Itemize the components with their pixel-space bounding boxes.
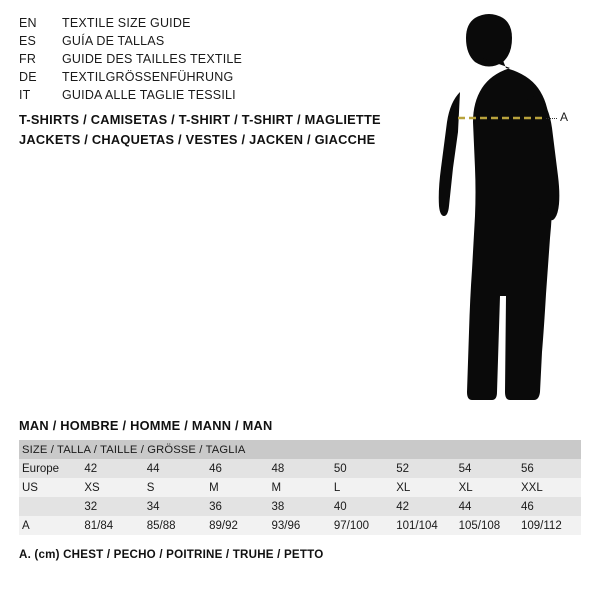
table-cell: 89/92 [209, 519, 238, 532]
table-cell: M [271, 481, 282, 494]
language-text: GUIDE DES TAILLES TEXTILE [62, 52, 243, 66]
table-cell: 32 [84, 500, 98, 513]
table-cell: 34 [146, 500, 160, 513]
language-text: TEXTILE SIZE GUIDE [62, 16, 191, 30]
language-text: GUÍA DE TALLAS [62, 34, 165, 48]
table-cell: 36 [209, 500, 222, 513]
table-cell: 93/96 [271, 519, 301, 532]
table-cell: 56 [521, 462, 534, 475]
table-row [19, 478, 581, 497]
language-code: FR [19, 52, 37, 66]
table-cell: XL [458, 481, 473, 494]
language-row [19, 34, 399, 52]
table-cell: XS [84, 481, 100, 494]
table-cell: 85/88 [146, 519, 176, 532]
language-code: IT [19, 88, 31, 102]
table-cell: XL [396, 481, 411, 494]
table-cell: 42 [396, 500, 410, 513]
language-code: DE [19, 70, 37, 84]
row-label: US [22, 481, 38, 494]
language-code: ES [19, 34, 37, 48]
language-row [19, 88, 399, 106]
silhouette-icon [400, 10, 600, 410]
man-silhouette-figure [400, 10, 600, 410]
table-cell: S [146, 481, 155, 494]
language-text: TEXTILGRÖSSENFÜHRUNG [62, 70, 234, 84]
table-cell: 105/108 [458, 519, 501, 532]
size-table [19, 440, 581, 535]
table-cell: 40 [333, 500, 347, 513]
language-text: GUIDA ALLE TAGLIE TESSILI [62, 88, 236, 102]
table-cell: 46 [209, 462, 222, 475]
size-table-wrapper [19, 440, 581, 535]
table-cell: XXL [521, 481, 543, 494]
table-cell: 50 [333, 462, 347, 475]
table-cell: 44 [458, 500, 472, 513]
table-cell: 97/100 [333, 519, 370, 532]
language-header-block [19, 16, 399, 106]
table-row [19, 516, 581, 535]
table-cell: 38 [271, 500, 285, 513]
table-cell: 52 [396, 462, 410, 475]
table-cell: L [333, 481, 341, 494]
language-row [19, 70, 399, 88]
section-title-man: MAN / HOMBRE / HOMME / MANN / MAN [19, 418, 273, 433]
table-cell: 44 [146, 462, 160, 475]
row-label [19, 497, 81, 516]
measure-label-a: A [560, 110, 569, 124]
table-header-row [19, 440, 581, 459]
table-cell: 48 [271, 462, 285, 475]
language-code: EN [19, 16, 37, 30]
table-cell: 81/84 [84, 519, 114, 532]
category-line-tshirts: T-SHIRTS / CAMISETAS / T-SHIRT / T-SHIRT / MAGLIETTE [19, 112, 381, 127]
table-cell: 42 [84, 462, 98, 475]
category-block [19, 110, 419, 150]
table-cell: 109/112 [521, 519, 562, 532]
footnote-chest-measure: A. (cm) CHEST / PECHO / POITRINE / TRUHE / PETTO [19, 548, 324, 561]
table-cell: 101/104 [396, 519, 438, 532]
category-line-jackets: JACKETS / CHAQUETAS / VESTES / JACKEN / GIACCHE [19, 132, 376, 147]
table-row [19, 459, 581, 478]
table-cell: 54 [458, 462, 472, 475]
language-row [19, 16, 399, 34]
table-header-label: SIZE / TALLA / TAILLE / GRÖSSE / TAGLIA [19, 440, 581, 459]
row-label: Europe [22, 462, 60, 475]
table-cell: 46 [521, 500, 534, 513]
measure-leader-line [546, 118, 557, 119]
table-cell: M [209, 481, 219, 494]
row-label: A [22, 519, 30, 532]
language-row [19, 52, 399, 70]
table-row [19, 497, 581, 516]
